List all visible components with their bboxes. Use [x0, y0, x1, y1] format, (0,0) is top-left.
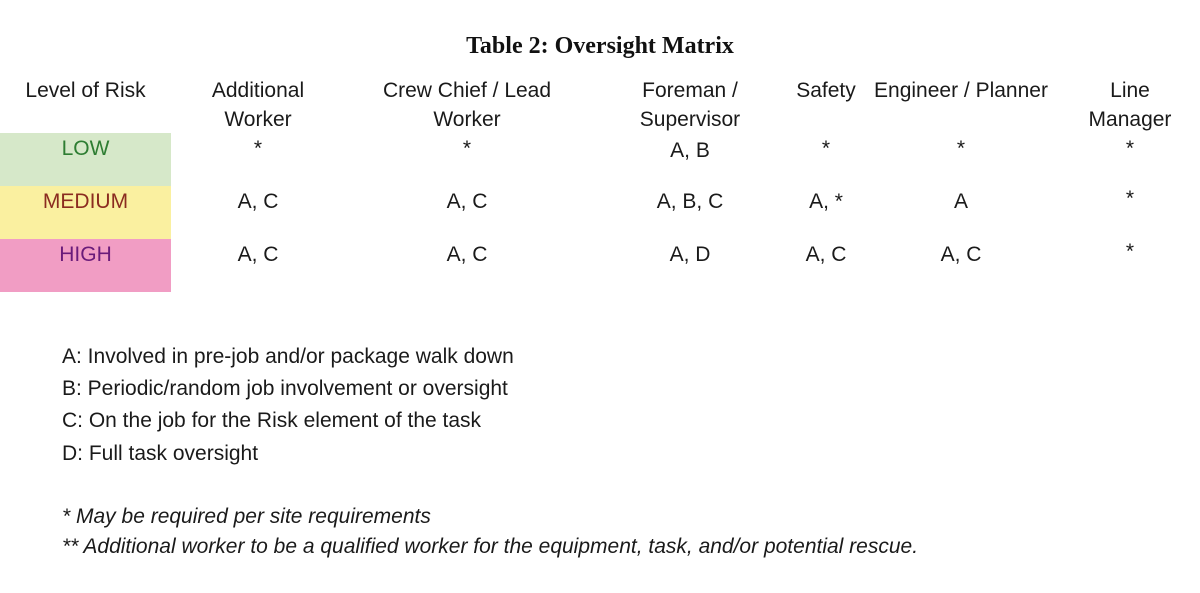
table-cell: A, C	[237, 243, 279, 266]
legend-item-a: A: Involved in pre-job and/or package walk down	[62, 345, 514, 368]
legend-item-b: B: Periodic/random job involvement or oversight	[62, 377, 508, 400]
risk-label-low: LOW	[61, 137, 110, 160]
header-line-manager: Line Manager	[1088, 79, 1172, 131]
header-crew-chief: Crew Chief / Lead Worker	[382, 79, 552, 131]
table-cell: *	[821, 137, 831, 160]
header-engineer-planner: Engineer / Planner	[874, 79, 1048, 102]
table-cell: A, D	[669, 243, 711, 266]
table-cell: *	[1125, 187, 1135, 210]
table-cell: *	[462, 137, 472, 160]
header-foreman: Foreman / Supervisor	[639, 79, 741, 131]
table-title: Table 2: Oversight Matrix	[466, 33, 734, 59]
table-cell: A	[953, 190, 968, 213]
legend-item-d: D: Full task oversight	[62, 442, 259, 465]
footnote-double-asterisk: ** Additional worker to be a qualified worker for the equipment, task, and/or potential rescue.	[62, 535, 919, 558]
table-cell: A, B	[670, 139, 710, 162]
table-cell: *	[1125, 137, 1135, 160]
table-cell: A, C	[805, 243, 847, 266]
footnote-single-asterisk: * May be required per site requirements	[62, 505, 431, 528]
table-cell: A, B, C	[656, 190, 724, 213]
risk-label-medium: MEDIUM	[42, 190, 129, 213]
table-cell: A, *	[809, 190, 843, 213]
table-cell: *	[1125, 240, 1135, 263]
header-level-of-risk: Level of Risk	[25, 79, 146, 102]
table-cell: A, C	[237, 190, 279, 213]
table-cell: A, C	[446, 243, 488, 266]
header-safety: Safety	[796, 79, 856, 102]
risk-label-high: HIGH	[59, 243, 112, 266]
table-cell: A, C	[940, 243, 982, 266]
table-cell: *	[253, 137, 263, 160]
table-cell: *	[956, 137, 966, 160]
table-cell: A, C	[446, 190, 488, 213]
legend-item-c: C: On the job for the Risk element of the task	[62, 409, 482, 432]
header-additional-worker: Additional Worker	[211, 79, 305, 131]
